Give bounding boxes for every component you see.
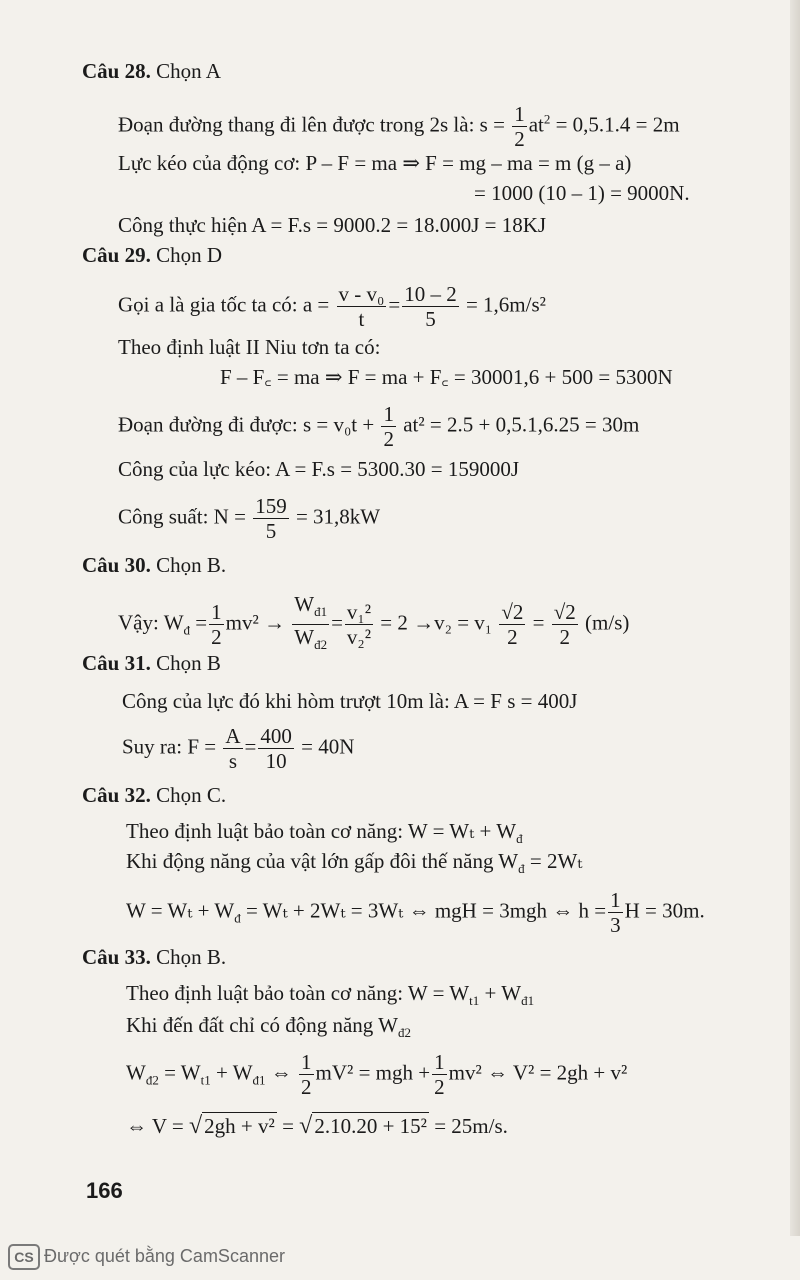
q33-line-3: $W_{đ2} = W_{t1} + W_{đ1}$ ⇔ $\frac{1}{2}$ mV² = mgh + $\frac{1}{2}$ mv² ⇔ V² = 2gh + v² [126,1050,628,1099]
scanner-footer-text: Được quét bằng CamScanner [44,1246,285,1266]
q33-heading: Câu 33. Chọn B. [82,945,227,969]
q29-line-2: Theo định luật II Niu tơn ta có: [118,335,381,359]
q31-line-2: Suy ra: F = $\frac{A}{s}$ = $\frac{400}{10}$ = 40N [122,724,355,773]
q28-line-4: Công thực hiện A = F.s = 9000.2 = 18.000J = 18KJ [118,213,547,237]
q30-heading: Câu 30. Chọn B. [82,553,227,577]
q29-line-4: Đoạn đường đi được: s = v₀t + $\frac{1}{2}$ at² = 2.5 + 0,5.1,6.25 = 30m [118,402,640,451]
q33-line-1: Theo định luật bảo toàn cơ năng: $W = W_{t1} + W_{đ1}$ [126,981,535,1009]
q33-line-2: Khi đến đất chỉ có động năng $W_{đ2}$ [126,1013,411,1041]
q28-line-3: = 1000 (10 – 1) = 9000N. [474,181,690,205]
scanner-footer [0,1236,800,1280]
q29-line-3: F – F꜀ = ma ⇒ F = ma + F꜀ = 30001,6 + 500 = 5300N [220,365,673,389]
q30-line-1: Vậy: $W_đ$ = $\frac{1}{2}$ mv² → $\frac{W_{đ1}}{W_{đ2}}$ = $\frac{\text{v₁²}}{\text{v₂²}}$ = 2 →v₂ = v₁ $\frac{√2}{2}$ = $\frac{√2}{2}$ (m/s) [118,592,630,653]
q32-line-2: Khi động năng của vật lớn gấp đôi thế năng $W_đ = 2W_t$ [126,849,583,877]
q28-line-2: Lực kéo của động cơ: P – F = ma ⇒ F = mg – ma = m (g – a) [118,151,632,175]
q31-line-1: Công của lực đó khi hòm trượt 10m là: A = F s = 400J [122,689,578,713]
q32-line-1: Theo định luật bảo toàn cơ năng: $W = W_t + W_đ$ [126,819,523,847]
q33-line-4: ⇔ V = √2gh + v² = √2.10.20 + 15² = 25m/s. [126,1113,508,1139]
q28-line-1: Đoạn đường thang đi lên được trong 2s là: s = $\frac{1}{2}$ $at^2 = 0,5.1.4 = 2m$ [118,102,680,151]
q29-heading: Câu 29. Chọn D [82,243,223,267]
q32-heading: Câu 32. Chọn C. [82,783,227,807]
q29-line-1: Gọi a là gia tốc ta có: a = $\frac{\text{v - v₀}}{t}$ = $\frac{10 - 2}{5}$ = 1,6m/s² [118,282,546,331]
q29-line-5: Công của lực kéo: A = F.s = 5300.30 = 159000J [118,457,520,481]
q28-heading: Câu 28. Chọn A [82,59,221,83]
q32-line-3: $W = W_t + W_đ = W_t + 2W_t = 3W_t$ ⇔ mgH = 3mgh ⇔ h = $\frac{1}{3}$ H = 30m. [126,888,705,937]
q29-line-6: Công suất: N = $\frac{159}{5}$ = 31,8kW [118,494,381,543]
page-edge-shadow [790,0,800,1280]
camscanner-logo-icon: CS [8,1244,40,1270]
page-number: 166 [86,1178,123,1203]
q31-heading: Câu 31. Chọn B [82,651,221,675]
